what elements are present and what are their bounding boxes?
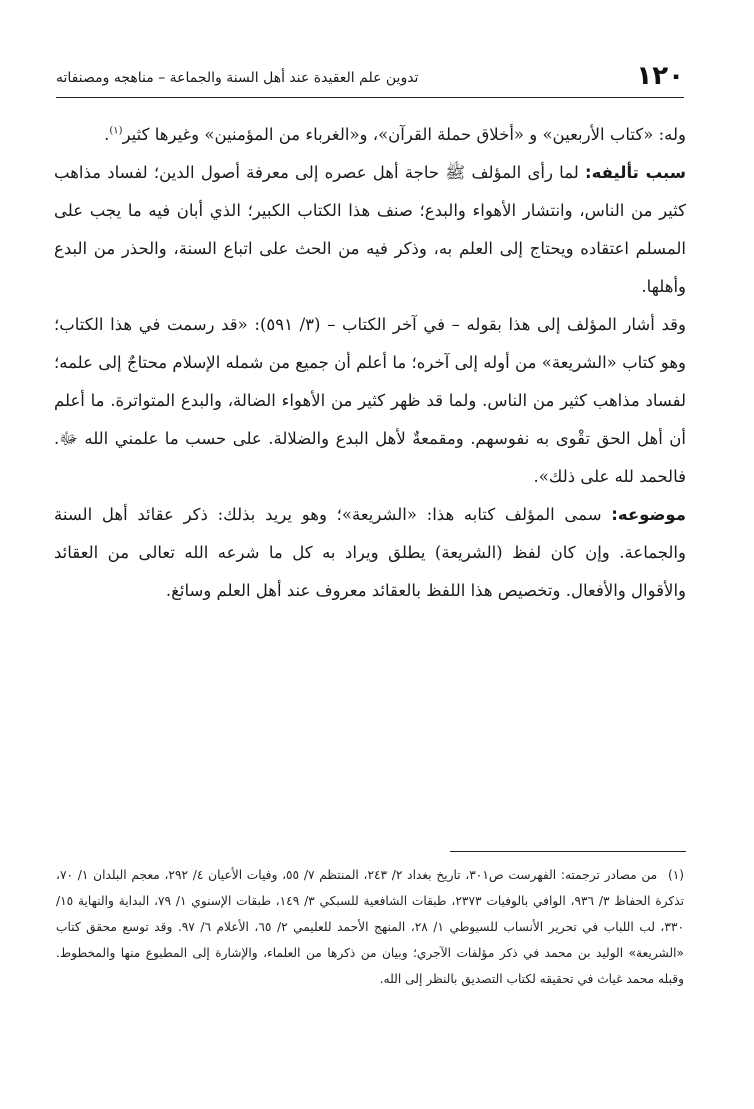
subject-label: موضوعه:	[611, 505, 686, 524]
header-rule	[56, 97, 684, 98]
page-header	[56, 58, 684, 98]
paragraph-quote	[54, 306, 686, 496]
reason-text: لما رأى المؤلف ﷺ حاجة أهل عصره إلى معرفة أصول الدين؛ لفساد مذاهب كثير من الناس، وانتشار الأهواء والبدع؛ صنف هذا الكتاب الكبير؛ الذي أبان فيه ما يجب على المسلم اعتقاده ويحتاج إلى العلم به، وذكر فيه من الحث على اتباع السنة، والحذر من البدع وأهلها.	[54, 163, 686, 296]
works-end: .	[104, 125, 110, 144]
footnote-text: من مصادر ترجمته: الفهرست ص٣٠١، تاريخ بغداد ٢/ ٢٤٣، المنتظم ٧/ ٥٥، وفيات الأعيان ٤/ ٢٩٢، معجم البلدان ١/ ٧٠، تذكرة الحفاظ ٣/ ٩٣٦، الوافي بالوفيات ٢٣٧٣، طبقات الشافعية للسبكي ٣/ ١٤٩، طبقات الإسنوي ١/ ٧٩، البداية والنهاية ١٥/ ٣٣٠، لب اللباب في تحرير الأنساب للسيوطي ١/ ٢٨، المنهج الأحمد للعليمي ٢/ ٦٥، الأعلام ٦/ ٩٧. وقد توسع محقق كتاب «الشريعة» الوليد بن محمد في ذكر مؤلفات الآجري؛ وبيان من ذكرها من العلماء، والإشارة إلى المطبوع منها والمخطوط. وقبله محمد غياث في تحقيقه لكتاب التصديق بالنظر إلى الله.	[56, 868, 685, 986]
main-text	[54, 116, 686, 610]
footnote-marker: (١)	[667, 868, 685, 882]
quote-text: وقد أشار المؤلف إلى هذا بقوله – في آخر الكتاب – (٣/ ٥٩١): «قد رسمت في هذا الكتاب؛ وهو كتاب «الشريعة» من أوله إلى آخره؛ ما أعلم أن جميع من شمله الإسلام محتاجٌ إلى علمه؛ لفساد مذاهب كثير من الناس. ولما قد ظهر كثير من الأهواء الضالة، والبدع المتواترة. ما أعلم أن أهل الحق تقْوى به نفوسهم. ومقمعةٌ لأهل البدع والضلالة. على حسب ما علمني الله ﷻ. فالحمد لله على ذلك».	[54, 315, 686, 486]
footnote-rule	[450, 851, 686, 852]
reason-label: سبب تأليفه:	[585, 163, 686, 182]
subject-text: سمى المؤلف كتابه هذا: «الشريعة»؛ وهو يريد بذلك: ذكر عقائد أهل السنة والجماعة. وإن كان لفظ (الشريعة) يطلق ويراد به كل ما شرعه الله تعالى من العقائد والأقوال والأفعال. وتخصيص هذا اللفظ بالعقائد معروف عند أهل العلم وسائغ.	[54, 505, 686, 600]
paragraph-works	[54, 116, 686, 154]
footnote-reference: (١)	[109, 125, 123, 137]
page-number: ١٢٠	[636, 61, 684, 91]
paragraph-subject	[54, 496, 686, 610]
paragraph-reason	[54, 154, 686, 306]
works-text: وله: «كتاب الأربعين» و «أخلاق حملة القرآن»، و«الغرباء من المؤمنين» وغيرها كثير	[122, 125, 686, 144]
running-title: تدوين علم العقيدة عند أهل السنة والجماعة – مناهجه ومصنفاته	[56, 70, 419, 86]
footnote	[56, 862, 684, 992]
